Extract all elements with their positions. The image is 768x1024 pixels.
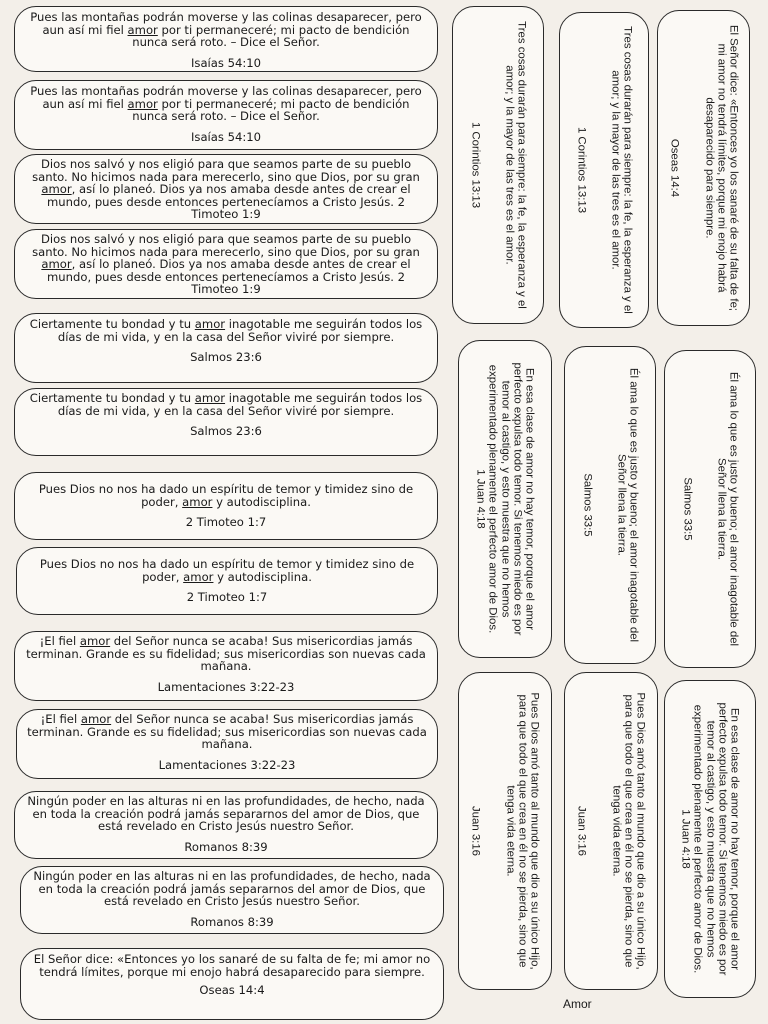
verse-reference: Romanos 8:39 [190, 914, 274, 929]
verse-card-vertical [664, 680, 756, 998]
verse-card-vertical [564, 672, 658, 990]
verse-text: Él ama lo que es justo y bueno; el amor inagotable del Señor llena la tierra. Salmos 33:5 [581, 355, 640, 655]
footer-label: Amor [563, 997, 592, 1011]
verse-card-vertical [664, 350, 756, 668]
verse-card-vertical [458, 672, 552, 990]
verse-card-vertical [564, 346, 656, 664]
verse-reference: 1 Corintios 13:13 [574, 126, 587, 214]
verse-reference: 1 Juan 4:18 [474, 469, 487, 529]
verse-reference: Salmos 33:5 [580, 473, 593, 537]
verse-card [14, 6, 438, 72]
verse-card [14, 388, 438, 456]
verse-text: Él ama lo que es justo y bueno; el amor inagotable del Señor llena la tierra. Salmos 33:5 [681, 359, 740, 659]
verse-reference: Lamentaciones 3:22-23 [158, 757, 296, 772]
verse-text: Ningún poder en las alturas ni en las profundidades, de hecho, nada en toda la creación podrá jamás separarnos del amor de Dios, que está revelado en Cristo Jesús nuestro Señor. [27, 794, 425, 834]
verse-text: Dios nos salvó y nos eligió para que seamos parte de su pueblo santo. No hicimos nada para merecerlo, sino que Dios, por su gran amor, así lo planeó. Dios ya nos amaba desde antes de crear el mundo, pues desde entonces pertenecíamos a Cristo Jesús. 2 Timoteo 1:9 [32, 157, 420, 222]
verse-reference: Oseas 14:4 [199, 983, 265, 998]
verse-reference: 2 Timoteo 1:7 [186, 590, 268, 605]
verse-text: ¡El fiel amor del Señor nunca se acaba! Sus misericordias jamás terminan. Grande es su fidelidad; sus misericordias son nuevas cada mañana. [26, 634, 426, 674]
verse-text: Ningún poder en las alturas ni en las profundidades, de hecho, nada en toda la creación podrá jamás separarnos del amor de Dios, que está revelado en Cristo Jesús nuestro Señor. [33, 869, 431, 909]
verse-card [20, 866, 444, 934]
verse-text: Pues Dios amó tanto al mundo que dio a su único Hijo, para que todo el que crea en él no se pierda, sino que tenga vida eterna. Juan 3:16 [576, 681, 647, 981]
verse-text: En esa clase de amor no hay temor, porque el amor perfecto expulsa todo temor. Si tenemos miedo es por temor al castigo, y esto muestra que no hemos experimentado plenamente el perfecto amor de Dios. 1 Juan 4:18 [679, 687, 740, 991]
verse-card-vertical [452, 6, 544, 324]
verse-card [20, 948, 444, 1020]
verse-reference: Romanos 8:39 [184, 839, 268, 854]
verse-card [14, 80, 438, 150]
verse-card [14, 229, 438, 299]
verse-card-vertical [657, 10, 750, 326]
verse-text: Pues Dios no nos ha dado un espíritu de temor y timidez sino de poder, amor y autodisciplina. [38, 482, 414, 509]
verse-card [16, 709, 438, 779]
verse-text: Pues Dios no nos ha dado un espíritu de temor y timidez sino de poder, amor y autodisciplina. [39, 557, 415, 584]
verse-text: Ciertamente tu bondad y tu amor inagotable me seguirán todos los días de mi vida, y en la casa del Señor viviré por siempre. [29, 391, 423, 418]
verse-reference: 1 Juan 4:18 [679, 809, 692, 869]
verse-reference: Juan 3:16 [575, 805, 588, 857]
verse-reference: Salmos 23:6 [190, 350, 262, 365]
verse-text: Pues Dios amó tanto al mundo que dio a su único Hijo, para que todo el que crea en él no se pierda, sino que tenga vida eterna. Juan 3:16 [470, 681, 541, 981]
verse-text: Tres cosas durarán para siempre: la fe, la esperanza y el amor; y la mayor de las tres es el amor. 1 Corintios 13:13 [469, 15, 528, 315]
verse-reference: Oseas 14:4 [668, 138, 681, 198]
verse-reference: Salmos 33:5 [680, 477, 693, 541]
verse-reference: Lamentaciones 3:22-23 [157, 679, 295, 694]
verse-reference: Salmos 23:6 [190, 424, 262, 439]
verse-text: El Señor dice: «Entonces yo los sanaré de su falta de fe; mi amor no tendrá límites, porque mi enojo habrá desaparecido para siempre. Oseas 14:4 [668, 20, 739, 316]
verse-card-vertical [559, 12, 649, 328]
verse-card [16, 547, 438, 615]
verse-card [14, 791, 438, 859]
verse-text: Tres cosas durarán para siempre: la fe, la esperanza y el amor; y la mayor de las tres es el amor. 1 Corintios 13:13 [575, 21, 634, 319]
verse-text: Pues las montañas podrán moverse y las colinas desaparecer, pero aun así mi fiel amor por ti permaneceré; mi pacto de bendición nunca será roto. – Dice el Señor. [30, 84, 422, 124]
verse-text: Pues las montañas podrán moverse y las colinas desaparecer, pero aun así mi fiel amor por ti permaneceré; mi pacto de bendición nunca será roto. – Dice el Señor. [30, 10, 422, 50]
verse-reference: Juan 3:16 [469, 805, 482, 857]
verse-card [14, 631, 438, 701]
verse-card [14, 472, 438, 540]
verse-text: Ciertamente tu bondad y tu amor inagotable me seguirán todos los días de mi vida, y en la casa del Señor viviré por siempre. [29, 317, 423, 344]
verse-card-vertical [458, 340, 552, 658]
verse-text: ¡El fiel amor del Señor nunca se acaba! Sus misericordias jamás terminan. Grande es su fidelidad; sus misericordias son nuevas cada mañana. [27, 712, 427, 752]
verse-reference: Isaías 54:10 [190, 55, 262, 70]
verse-reference: 1 Corintios 13:13 [468, 121, 481, 209]
verse-card [14, 313, 438, 383]
verse-reference: 2 Timoteo 1:7 [185, 515, 267, 530]
verse-card [14, 154, 438, 224]
verse-reference: Isaías 54:10 [190, 129, 262, 144]
verse-text: El Señor dice: «Entonces yo los sanaré de su falta de fe; mi amor no tendrá límites, porque mi enojo habrá desaparecido para siempre. [33, 952, 431, 979]
verse-text: Dios nos salvó y nos eligió para que seamos parte de su pueblo santo. No hicimos nada para merecerlo, sino que Dios, por su gran amor, así lo planeó. Dios ya nos amaba desde antes de crear el mundo, pues desde entonces pertenecíamos a Cristo Jesús. 2 Timoteo 1:9 [32, 232, 420, 297]
verse-text: En esa clase de amor no hay temor, porque el amor perfecto expulsa todo temor. Si tenemos miedo es por temor al castigo, y esto muestra que no hemos experimentado plenamente el perfecto amor de Dios. 1 Juan 4:18 [474, 347, 535, 651]
